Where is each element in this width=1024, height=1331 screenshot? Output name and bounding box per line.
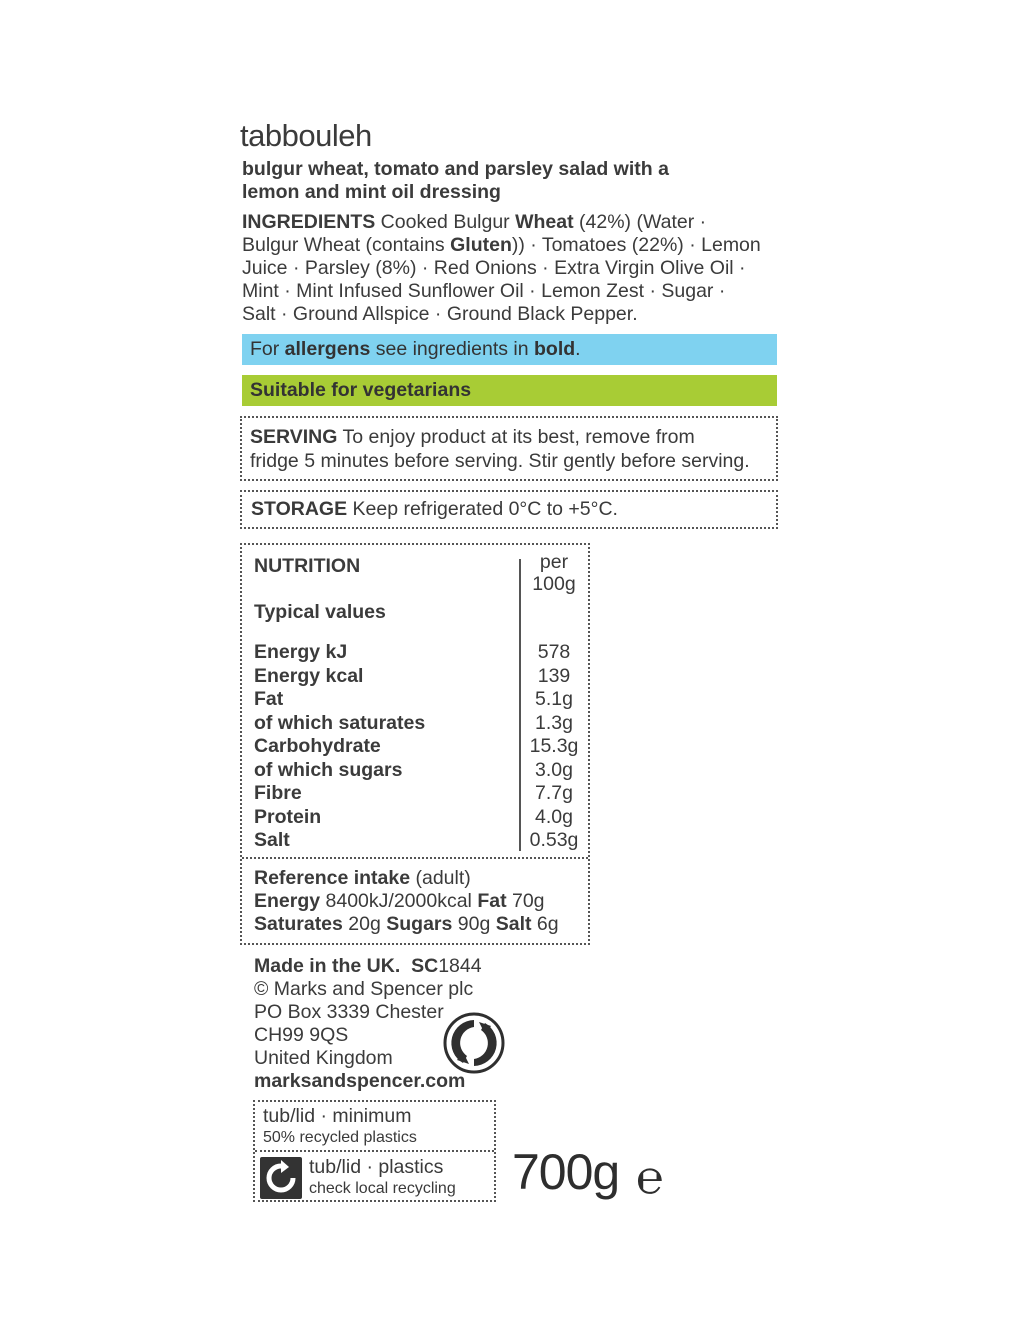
ingredients-text: (42%) (Water ·: [573, 211, 707, 233]
reference-adult: (adult): [410, 867, 471, 889]
recycling-title: tub/lid · plastics: [309, 1156, 444, 1178]
vegetarian-banner: Suitable for vegetarians: [242, 375, 777, 406]
recycling-detail: check local recycling: [309, 1180, 456, 1197]
made-in: Made in the UK.: [254, 955, 401, 977]
reference-intake: [254, 867, 559, 936]
nutrient-value: 0.53g: [529, 829, 579, 851]
subtitle-line-1: bulgur wheat, tomato and parsley salad with a: [242, 158, 669, 180]
nutrition-table: [240, 543, 590, 945]
ref-sugars-label: Sugars: [386, 913, 453, 935]
banner-bold-allergens: allergens: [284, 338, 371, 360]
ref-salt-label: Salt: [495, 913, 532, 935]
subtitle-line-2: lemon and mint oil dressing: [242, 181, 501, 203]
ref-sugars-value: 90g: [452, 913, 496, 935]
nutrient-label: Energy kcal: [254, 665, 364, 687]
ingredients-text: Cooked Bulgur: [375, 211, 516, 233]
ref-energy-value: 8400kJ/2000kcal: [320, 890, 478, 912]
nutrient-value: 578: [537, 641, 571, 663]
nutrient-value: 139: [537, 665, 571, 687]
product-subtitle: [242, 158, 712, 204]
nutrient-value: 3.0g: [535, 759, 573, 781]
storage-heading: STORAGE: [251, 498, 348, 520]
nutrient-value: 4.0g: [535, 806, 573, 828]
nutrient-value: 7.7g: [535, 782, 573, 804]
recycle-arrow-icon: [260, 1157, 302, 1199]
allergen-wheat: Wheat: [515, 211, 574, 233]
product-title: tabbouleh: [240, 118, 372, 153]
banner-text: .: [575, 338, 581, 360]
reference-line-1: [254, 867, 559, 890]
ref-fat-label: Fat: [477, 890, 507, 912]
serving-line-1: [250, 426, 776, 450]
ingredients-block: [242, 211, 782, 326]
estimated-sign-icon: ℮: [636, 1150, 664, 1204]
nutrient-label: Carbohydrate: [254, 735, 381, 757]
per-header: [514, 551, 594, 595]
ref-sat-label: Saturates: [254, 913, 343, 935]
nutrient-label: Fat: [254, 688, 284, 710]
address-line-2: CH99 9QS: [254, 1024, 349, 1046]
recycling-info-box: [253, 1100, 496, 1202]
ingredients-line-1: [242, 211, 782, 234]
serving-box: [240, 416, 778, 481]
ingredients-text: )) · Tomatoes (22%) · Lemon: [511, 234, 761, 256]
nutrient-value: 15.3g: [529, 735, 579, 757]
serving-heading: SERVING: [250, 426, 338, 448]
recycled-content-detail: 50% recycled plastics: [263, 1129, 417, 1146]
serving-text: To enjoy product at its best, remove from: [337, 426, 695, 448]
allergen-gluten: Gluten: [450, 234, 512, 256]
nutrient-value: 5.1g: [535, 688, 573, 710]
banner-text: For: [250, 338, 285, 360]
reference-heading: Reference intake: [254, 867, 411, 889]
origin-line: [254, 955, 482, 978]
per-label: per: [539, 551, 569, 573]
nutrient-label: Energy kJ: [254, 641, 348, 663]
green-dot-recycle-icon: [443, 1012, 505, 1074]
nutrient-label: Protein: [254, 806, 322, 828]
ref-salt-value: 6g: [531, 913, 559, 935]
site-code-prefix: SC: [411, 955, 439, 977]
banner-text: see ingredients in: [370, 338, 534, 360]
recycling-divider: [255, 1150, 494, 1152]
reference-divider: [242, 857, 588, 859]
reference-line-3: [254, 913, 559, 936]
ingredients-line-4: Mint · Mint Infused Sunflower Oil · Lemon Zest · Sugar ·: [242, 280, 726, 302]
ref-sat-value: 20g: [342, 913, 387, 935]
typical-values-label: Typical values: [254, 601, 386, 623]
nutrition-heading: NUTRITION: [254, 555, 361, 577]
copyright: © Marks and Spencer plc: [254, 978, 474, 1000]
ingredients-line-2: [242, 234, 782, 257]
ingredients-heading: INGREDIENTS: [242, 211, 376, 233]
ingredients-text: Bulgur Wheat (contains: [242, 234, 451, 256]
nutrient-value: 1.3g: [535, 712, 573, 734]
address-line-1: PO Box 3339 Chester: [254, 1001, 444, 1023]
recycled-content-title: tub/lid · minimum: [263, 1105, 412, 1127]
ingredients-line-3: Juice · Parsley (8%) · Red Onions · Extra Virgin Olive Oil ·: [242, 257, 746, 279]
storage-text: Keep refrigerated 0°C to +5°C.: [347, 498, 618, 520]
website: marksandspencer.com: [254, 1070, 466, 1092]
serving-line-2: fridge 5 minutes before serving. Stir gently before serving.: [250, 449, 750, 472]
ingredients-line-5: Salt · Ground Allspice · Ground Black Pepper.: [242, 303, 638, 325]
nutrient-label: Salt: [254, 829, 290, 851]
ref-energy-label: Energy: [254, 890, 321, 912]
nutrient-label: of which saturates: [254, 712, 426, 734]
nutrient-label: Fibre: [254, 782, 302, 804]
nutrient-label: of which sugars: [254, 759, 403, 781]
reference-line-2: [254, 890, 559, 913]
banner-bold-bold: bold: [534, 338, 576, 360]
ref-fat-value: 70g: [506, 890, 545, 912]
net-weight: 700g: [512, 1144, 620, 1200]
site-code-number: 1844: [438, 955, 482, 977]
allergen-banner: [242, 334, 777, 365]
country: United Kingdom: [254, 1047, 393, 1069]
per-amount: 100g: [532, 573, 576, 595]
storage-box: [240, 490, 778, 529]
